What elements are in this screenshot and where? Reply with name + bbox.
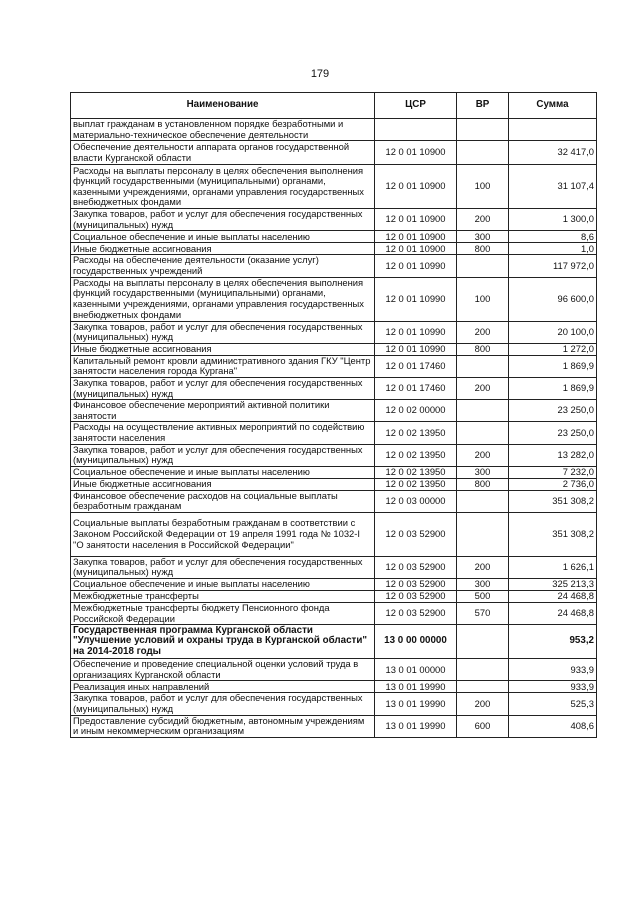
- cell-name: Государственная программа Курганской области "Улучшение условий и охраны труда в Курганской области" на 2014-2018 годы: [71, 625, 375, 659]
- cell-name: Расходы на осуществление активных мероприятий по содействию занятости населения: [71, 422, 375, 444]
- cell-csr: 12 0 02 13950: [375, 466, 457, 478]
- cell-csr: 12 0 02 00000: [375, 400, 457, 422]
- table-row: [71, 255, 597, 277]
- cell-vr: 200: [457, 556, 509, 578]
- table-row: [71, 400, 597, 422]
- cell-vr: 300: [457, 579, 509, 591]
- cell-name: Финансовое обеспечение мероприятий активной политики занятости: [71, 400, 375, 422]
- cell-vr: [457, 659, 509, 681]
- cell-name: Межбюджетные трансферты: [71, 591, 375, 603]
- cell-vr: [457, 255, 509, 277]
- cell-csr: 12 0 01 17460: [375, 377, 457, 399]
- cell-sum: 1 869,9: [509, 377, 597, 399]
- cell-csr: 12 0 01 10900: [375, 243, 457, 255]
- cell-name: Закупка товаров, работ и услуг для обеспечения государственных (муниципальных) нужд: [71, 321, 375, 343]
- cell-vr: [457, 141, 509, 165]
- cell-sum: 525,3: [509, 693, 597, 715]
- table-header-row: [71, 93, 597, 119]
- cell-vr: 800: [457, 243, 509, 255]
- table-row: [71, 377, 597, 399]
- cell-csr: 12 0 03 52900: [375, 591, 457, 603]
- table-row: [71, 466, 597, 478]
- cell-name: Межбюджетные трансферты бюджету Пенсионного фонда Российской Федерации: [71, 603, 375, 625]
- cell-sum: 13 282,0: [509, 444, 597, 466]
- table-row: [71, 715, 597, 737]
- cell-sum: 8,6: [509, 231, 597, 243]
- table-row: [71, 659, 597, 681]
- table-row: [71, 603, 597, 625]
- cell-vr: 570: [457, 603, 509, 625]
- cell-csr: 12 0 03 52900: [375, 556, 457, 578]
- cell-vr: [457, 681, 509, 693]
- cell-sum: 23 250,0: [509, 400, 597, 422]
- cell-sum: 1 626,1: [509, 556, 597, 578]
- cell-csr: 13 0 00 00000: [375, 625, 457, 659]
- cell-name: Социальное обеспечение и иные выплаты населению: [71, 466, 375, 478]
- cell-vr: 600: [457, 715, 509, 737]
- table-row: [71, 478, 597, 490]
- cell-sum: 1 272,0: [509, 343, 597, 355]
- cell-sum: 20 100,0: [509, 321, 597, 343]
- cell-csr: 12 0 02 13950: [375, 444, 457, 466]
- cell-csr: 12 0 01 10900: [375, 141, 457, 165]
- cell-name: Обеспечение деятельности аппарата органов государственной власти Курганской области: [71, 141, 375, 165]
- cell-sum: 1 300,0: [509, 209, 597, 231]
- cell-vr: 200: [457, 693, 509, 715]
- table-row: [71, 490, 597, 512]
- table-row: [71, 243, 597, 255]
- cell-sum: 325 213,3: [509, 579, 597, 591]
- cell-csr: 12 0 03 52900: [375, 512, 457, 556]
- cell-vr: [457, 625, 509, 659]
- cell-sum: 117 972,0: [509, 255, 597, 277]
- table-row: [71, 591, 597, 603]
- table-row: [71, 556, 597, 578]
- cell-csr: 12 0 01 10990: [375, 255, 457, 277]
- cell-csr: 12 0 01 10990: [375, 343, 457, 355]
- cell-name: Иные бюджетные ассигнования: [71, 243, 375, 255]
- cell-csr: 12 0 02 13950: [375, 422, 457, 444]
- cell-name: Иные бюджетные ассигнования: [71, 343, 375, 355]
- cell-name: Закупка товаров, работ и услуг для обеспечения государственных (муниципальных) нужд: [71, 556, 375, 578]
- cell-vr: 100: [457, 277, 509, 321]
- cell-vr: [457, 119, 509, 141]
- cell-sum: 953,2: [509, 625, 597, 659]
- cell-name: выплат гражданам в установленном порядке безработными и материально-техническое обеспечение деятельности: [71, 119, 375, 141]
- cell-sum: 96 600,0: [509, 277, 597, 321]
- cell-csr: 12 0 03 52900: [375, 603, 457, 625]
- cell-sum: 933,9: [509, 681, 597, 693]
- cell-name: Предоставление субсидий бюджетным, автономным учреждениям и иным некоммерческим организациям: [71, 715, 375, 737]
- table-row: [71, 355, 597, 377]
- cell-sum: 1 869,9: [509, 355, 597, 377]
- cell-sum: 31 107,4: [509, 165, 597, 209]
- cell-name: Расходы на выплаты персоналу в целях обеспечения выполнения функций государственными (муниципальными) органами, казенными учреждениями, органами управления государственных внебюджетных фондами: [71, 165, 375, 209]
- cell-sum: 408,6: [509, 715, 597, 737]
- page-number: 179: [310, 68, 330, 80]
- cell-name: Закупка товаров, работ и услуг для обеспечения государственных (муниципальных) нужд: [71, 444, 375, 466]
- cell-name: Закупка товаров, работ и услуг для обеспечения государственных (муниципальных) нужд: [71, 377, 375, 399]
- cell-vr: [457, 422, 509, 444]
- cell-csr: 13 0 01 19990: [375, 693, 457, 715]
- budget-table: [70, 92, 597, 738]
- cell-sum: 933,9: [509, 659, 597, 681]
- cell-csr: 12 0 01 10900: [375, 231, 457, 243]
- cell-csr: [375, 119, 457, 141]
- cell-name: Иные бюджетные ассигнования: [71, 478, 375, 490]
- cell-sum: 1,0: [509, 243, 597, 255]
- cell-csr: 13 0 01 00000: [375, 659, 457, 681]
- cell-name: Закупка товаров, работ и услуг для обеспечения государственных (муниципальных) нужд: [71, 209, 375, 231]
- cell-sum: 351 308,2: [509, 512, 597, 556]
- table-row: [71, 141, 597, 165]
- table-row: [71, 681, 597, 693]
- table-row: [71, 579, 597, 591]
- header-csr: ЦСР: [375, 93, 457, 119]
- cell-csr: 13 0 01 19990: [375, 681, 457, 693]
- cell-vr: [457, 355, 509, 377]
- cell-sum: 351 308,2: [509, 490, 597, 512]
- cell-name: Обеспечение и проведение специальной оценки условий труда в организациях Курганской области: [71, 659, 375, 681]
- table-row: [71, 231, 597, 243]
- cell-vr: 200: [457, 209, 509, 231]
- table-row: [71, 343, 597, 355]
- cell-csr: 12 0 03 52900: [375, 579, 457, 591]
- header-sum: Сумма: [509, 93, 597, 119]
- cell-sum: 24 468,8: [509, 603, 597, 625]
- cell-vr: 500: [457, 591, 509, 603]
- table-row: [71, 165, 597, 209]
- header-vr: ВР: [457, 93, 509, 119]
- table-row: [71, 209, 597, 231]
- cell-name: Расходы на выплаты персоналу в целях обеспечения выполнения функций государственными (муниципальными) органами, казенными учреждениями, органами управления государственных внебюджетных фондами: [71, 277, 375, 321]
- table-row: [71, 422, 597, 444]
- header-name: Наименование: [71, 93, 375, 119]
- cell-vr: [457, 512, 509, 556]
- cell-vr: 300: [457, 231, 509, 243]
- cell-vr: 800: [457, 478, 509, 490]
- cell-sum: 7 232,0: [509, 466, 597, 478]
- cell-name: Расходы на обеспечение деятельности (оказание услуг) государственных учреждений: [71, 255, 375, 277]
- cell-sum: 2 736,0: [509, 478, 597, 490]
- cell-csr: 12 0 01 17460: [375, 355, 457, 377]
- cell-sum: 32 417,0: [509, 141, 597, 165]
- cell-csr: 12 0 01 10900: [375, 165, 457, 209]
- cell-csr: 13 0 01 19990: [375, 715, 457, 737]
- cell-sum: 24 468,8: [509, 591, 597, 603]
- cell-name: Социальное обеспечение и иные выплаты населению: [71, 579, 375, 591]
- cell-name: Реализация иных направлений: [71, 681, 375, 693]
- cell-csr: 12 0 01 10990: [375, 321, 457, 343]
- table-row: [71, 512, 597, 556]
- table-row: [71, 119, 597, 141]
- cell-sum: 23 250,0: [509, 422, 597, 444]
- cell-sum: [509, 119, 597, 141]
- cell-vr: 100: [457, 165, 509, 209]
- cell-csr: 12 0 01 10990: [375, 277, 457, 321]
- table-row: [71, 277, 597, 321]
- cell-vr: 800: [457, 343, 509, 355]
- table-row: [71, 693, 597, 715]
- table-row: [71, 625, 597, 659]
- cell-vr: [457, 490, 509, 512]
- cell-name: Социальные выплаты безработным гражданам в соответствии с Законом Российской Федерации от 19 апреля 1991 года № 1032-I "О занятости населения в Российской Федерации": [71, 512, 375, 556]
- cell-name: Закупка товаров, работ и услуг для обеспечения государственных (муниципальных) нужд: [71, 693, 375, 715]
- cell-csr: 12 0 02 13950: [375, 478, 457, 490]
- cell-vr: 300: [457, 466, 509, 478]
- table-row: [71, 444, 597, 466]
- cell-csr: 12 0 03 00000: [375, 490, 457, 512]
- table-row: [71, 321, 597, 343]
- cell-vr: 200: [457, 321, 509, 343]
- cell-vr: 200: [457, 444, 509, 466]
- cell-name: Финансовое обеспечение расходов на социальные выплаты безработным гражданам: [71, 490, 375, 512]
- cell-vr: [457, 400, 509, 422]
- cell-name: Капитальный ремонт кровли административного здания ГКУ "Центр занятости населения города Кургана": [71, 355, 375, 377]
- cell-vr: 200: [457, 377, 509, 399]
- cell-name: Социальное обеспечение и иные выплаты населению: [71, 231, 375, 243]
- cell-csr: 12 0 01 10900: [375, 209, 457, 231]
